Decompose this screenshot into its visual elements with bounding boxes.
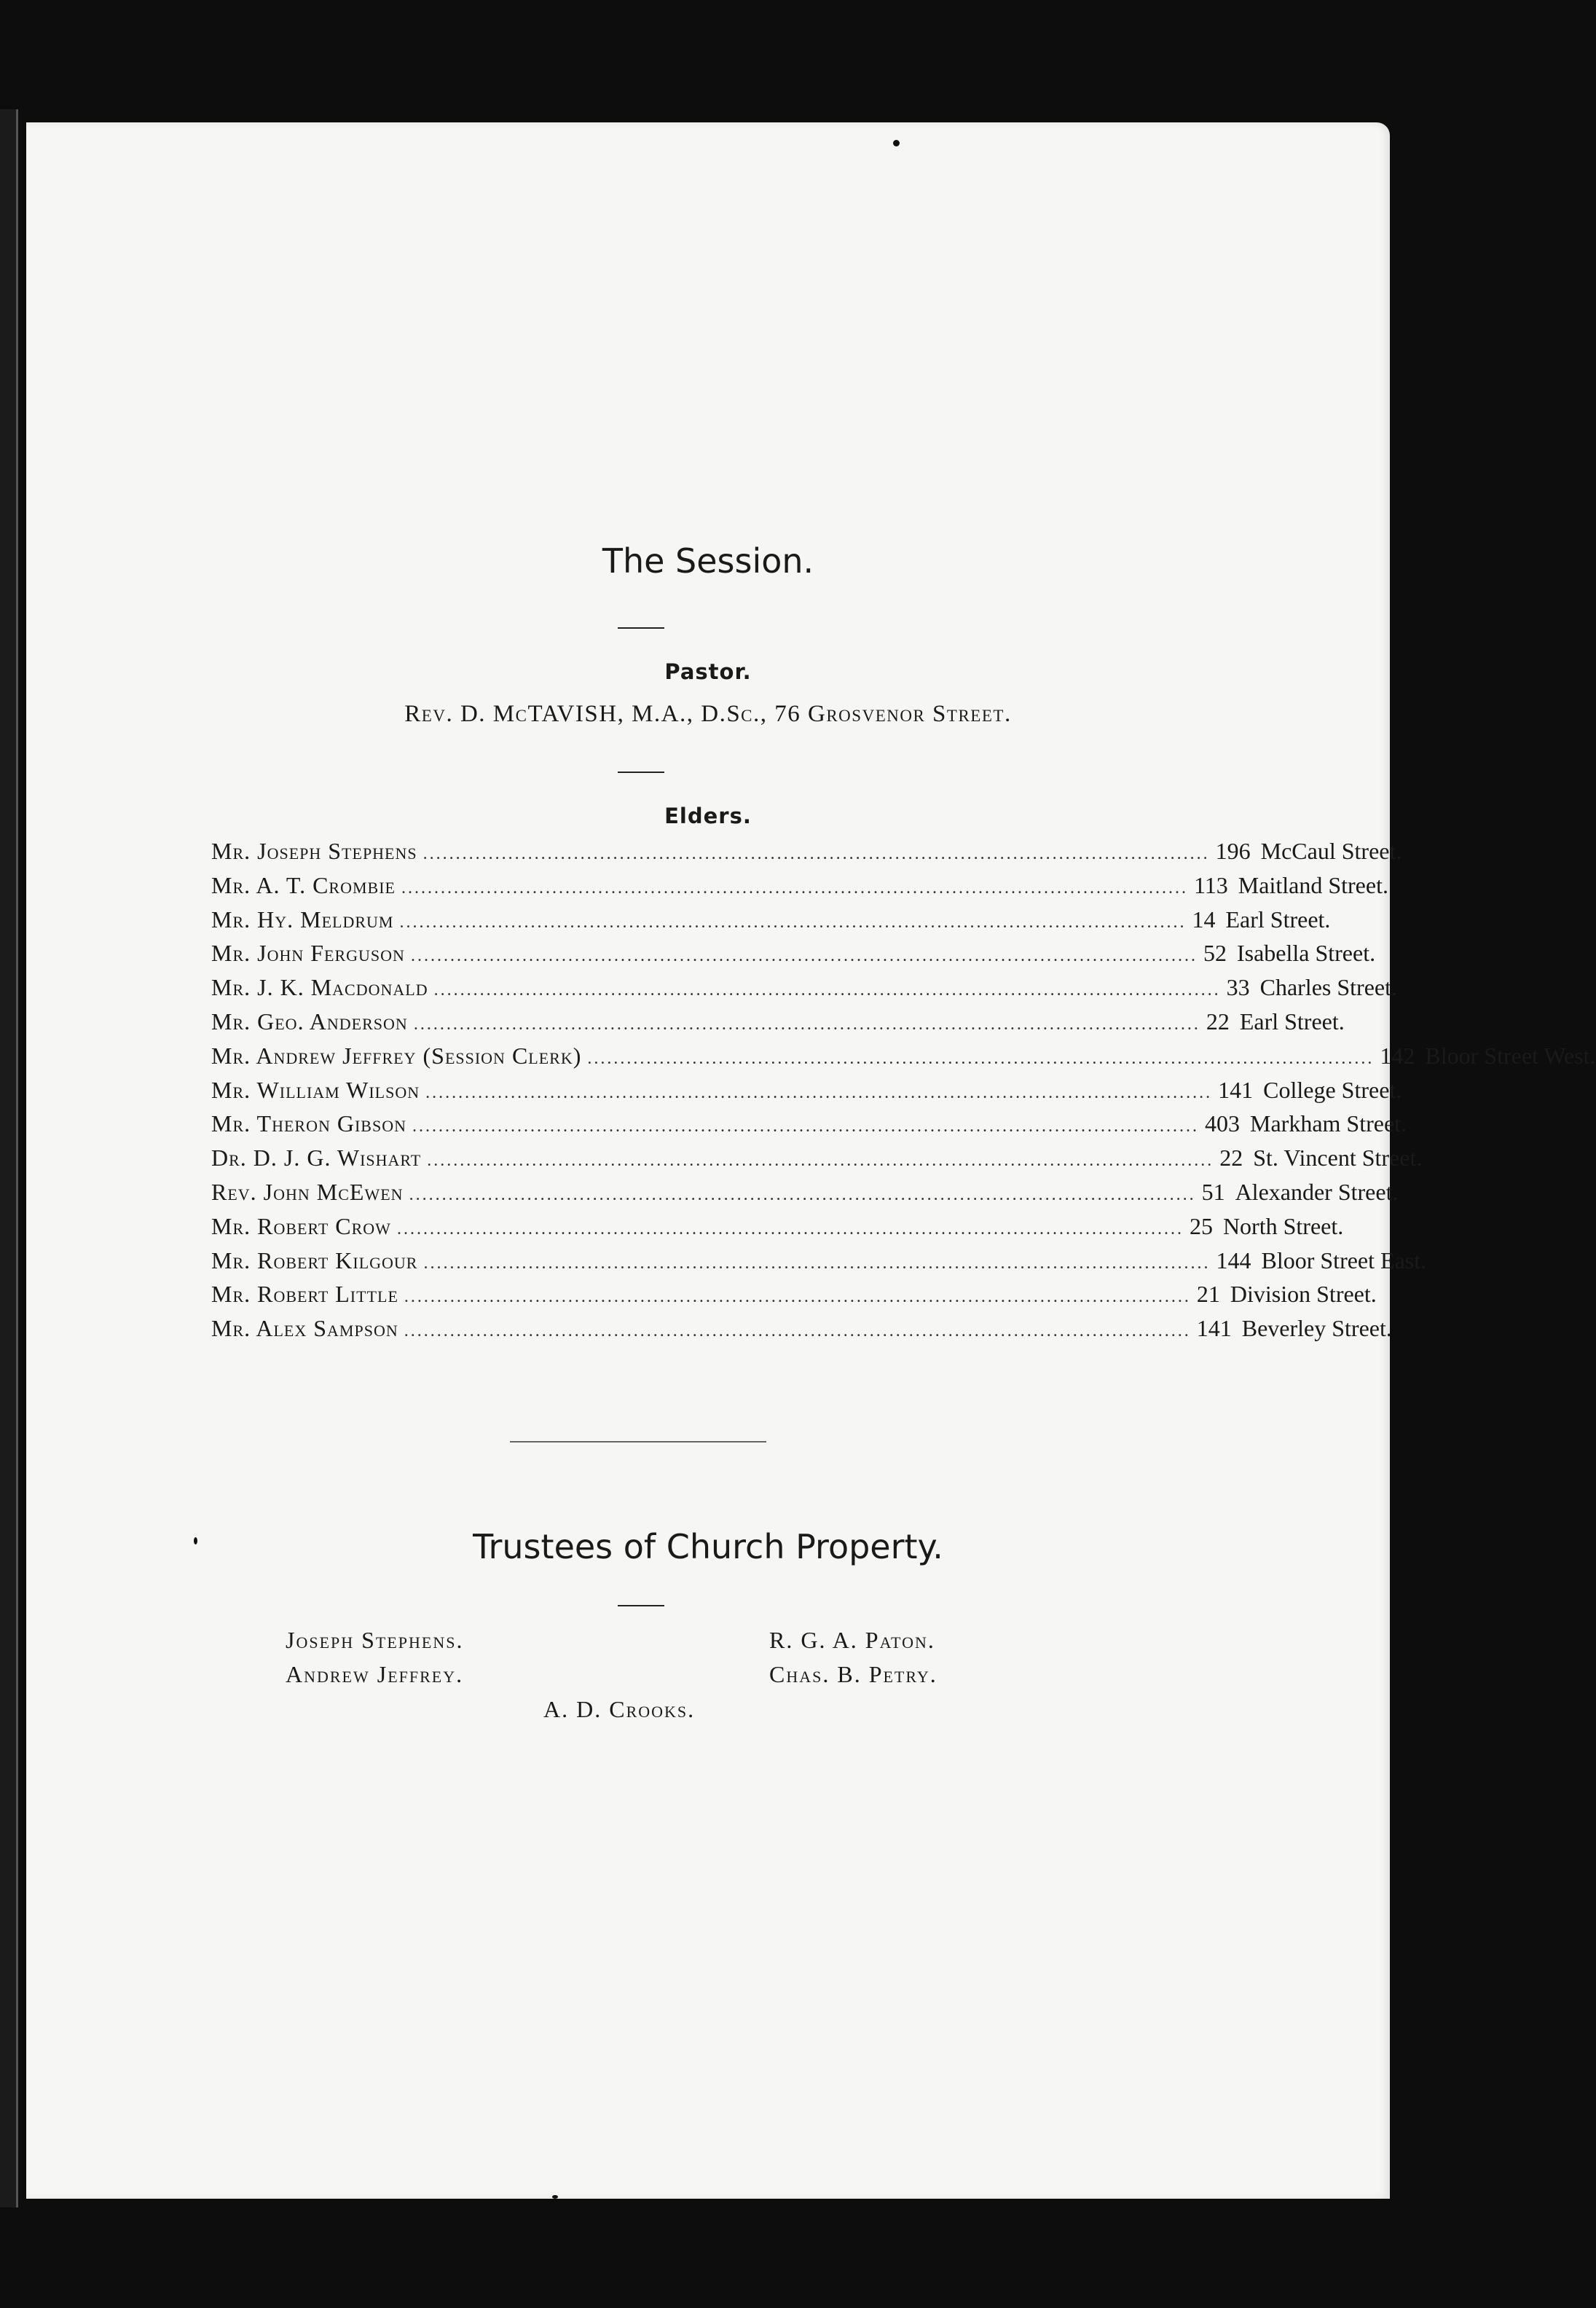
elder-name: Mr. Theron Gibson — [211, 1110, 406, 1137]
elder-house-number: 21 — [1196, 1281, 1220, 1308]
elder-name: Mr. Alex Sampson — [211, 1315, 398, 1342]
leader-dots: ........................................................................................................................ — [433, 981, 1221, 1000]
elder-name: Mr. A. T. Crombie — [211, 871, 396, 898]
elder-row — [211, 1145, 1423, 1179]
elder-row — [211, 1042, 1596, 1077]
elder-street: St. Vincent Street. — [1253, 1145, 1423, 1171]
paper-speck — [194, 1537, 197, 1544]
elder-name: Mr. Robert Crow — [211, 1212, 391, 1239]
elder-row — [211, 974, 1397, 1008]
elder-row — [211, 940, 1376, 974]
pastor-rule — [618, 772, 664, 773]
elder-name: Dr. D. J. G. Wishart — [211, 1145, 422, 1171]
leader-dots: ........................................................................................................................ — [404, 1322, 1191, 1341]
elder-house-number: 22 — [1206, 1008, 1230, 1035]
pastor-line: Rev. D. McTAVISH, M.A., D.Sc., 76 Grosvenor Street. — [404, 701, 1012, 727]
elder-house-number: 113 — [1193, 871, 1228, 898]
elder-row — [211, 1076, 1402, 1111]
elder-street: College Street. — [1263, 1076, 1402, 1103]
elder-house-number: 52 — [1203, 940, 1227, 967]
elder-street: Division Street. — [1230, 1281, 1377, 1308]
elder-house-number: 14 — [1192, 906, 1216, 933]
paper-speck — [893, 140, 900, 146]
leader-dots: ........................................................................................................................ — [409, 1185, 1196, 1204]
elder-street: Earl Street. — [1225, 906, 1331, 933]
elder-row — [211, 906, 1331, 941]
elder-row — [211, 1315, 1392, 1349]
trustees-title: Trustees of Church Property. — [473, 1527, 943, 1566]
leader-dots: ........................................................................................................................ — [404, 1287, 1191, 1307]
elder-street: Charles Street. — [1259, 974, 1397, 1001]
paper-speck — [552, 2195, 558, 2199]
title-rule — [618, 627, 664, 629]
elder-name: Mr. William Wilson — [211, 1076, 420, 1103]
trustee-name: A. D. Crooks. — [543, 1696, 696, 1722]
elder-street: Isabella Street. — [1236, 940, 1376, 967]
elder-street: Bloor Street West. — [1425, 1042, 1596, 1069]
elder-name: Rev. John McEwen — [211, 1178, 404, 1205]
leader-dots: ........................................................................................................................ — [422, 844, 1210, 863]
elder-street: McCaul Street. — [1260, 838, 1402, 864]
elder-name: Mr. John Ferguson — [211, 940, 405, 967]
pastor-heading: Pastor. — [664, 659, 752, 684]
elder-row — [211, 838, 1402, 872]
elder-house-number: 33 — [1226, 974, 1250, 1001]
elder-house-number: 22 — [1219, 1145, 1243, 1171]
trustee-name: Chas. B. Petry. — [769, 1661, 937, 1687]
elder-house-number: 25 — [1189, 1212, 1213, 1239]
elder-name: Mr. Geo. Anderson — [211, 1008, 408, 1035]
leader-dots: ........................................................................................................................ — [587, 1048, 1375, 1068]
elder-name: Mr. Hy. Meldrum — [211, 906, 394, 933]
leader-dots: ........................................................................................................................ — [399, 912, 1187, 932]
elder-name: Mr. J. K. Macdonald — [211, 974, 428, 1001]
elder-row — [211, 1178, 1399, 1213]
trustees-rule — [618, 1605, 664, 1606]
elder-name: Mr. Robert Little — [211, 1281, 398, 1308]
session-title: The Session. — [602, 541, 814, 581]
elder-house-number: 141 — [1196, 1315, 1232, 1342]
leader-dots: ........................................................................................................................ — [410, 946, 1198, 966]
elder-street: Markham Street. — [1250, 1110, 1407, 1137]
elder-street: Bloor Street East. — [1261, 1247, 1427, 1273]
elder-row — [211, 1247, 1427, 1281]
section-divider — [510, 1441, 766, 1442]
elders-list — [211, 838, 1596, 1349]
trustee-name: Andrew Jeffrey. — [286, 1661, 464, 1687]
leader-dots: ........................................................................................................................ — [401, 878, 1188, 898]
elder-street: Earl Street. — [1239, 1008, 1345, 1035]
elder-house-number: 403 — [1205, 1110, 1240, 1137]
leader-dots: ........................................................................................................................ — [413, 1014, 1200, 1034]
elder-street: North Street. — [1222, 1212, 1344, 1239]
elder-name: Mr. Joseph Stephens — [211, 838, 417, 864]
elder-house-number: 196 — [1215, 838, 1251, 864]
elder-street: Maitland Street. — [1238, 871, 1388, 898]
leader-dots: ........................................................................................................................ — [412, 1117, 1199, 1137]
trustee-name: Joseph Stephens. — [286, 1627, 464, 1653]
elders-heading: Elders. — [664, 804, 752, 828]
trustee-name: R. G. A. Paton. — [769, 1627, 935, 1653]
elder-house-number: 141 — [1218, 1076, 1254, 1103]
elder-row — [211, 1008, 1345, 1043]
elder-street: Alexander Street. — [1235, 1178, 1399, 1205]
elder-row — [211, 871, 1388, 906]
elder-row — [211, 1281, 1377, 1315]
leader-dots: ........................................................................................................................ — [425, 1083, 1213, 1102]
elder-row — [211, 1110, 1407, 1145]
leader-dots: ........................................................................................................................ — [427, 1151, 1214, 1171]
elder-name: Mr. Robert Kilgour — [211, 1247, 418, 1273]
leader-dots: ........................................................................................................................ — [423, 1253, 1211, 1273]
elder-name: Mr. Andrew Jeffrey (Session Clerk) — [211, 1042, 582, 1069]
elder-house-number: 142 — [1380, 1042, 1415, 1069]
elder-house-number: 144 — [1216, 1247, 1251, 1273]
leader-dots: ........................................................................................................................ — [396, 1219, 1184, 1239]
elder-row — [211, 1212, 1344, 1247]
elder-street: Beverley Street. — [1241, 1315, 1392, 1342]
elder-house-number: 51 — [1201, 1178, 1225, 1205]
facing-page-edge — [0, 109, 18, 2207]
